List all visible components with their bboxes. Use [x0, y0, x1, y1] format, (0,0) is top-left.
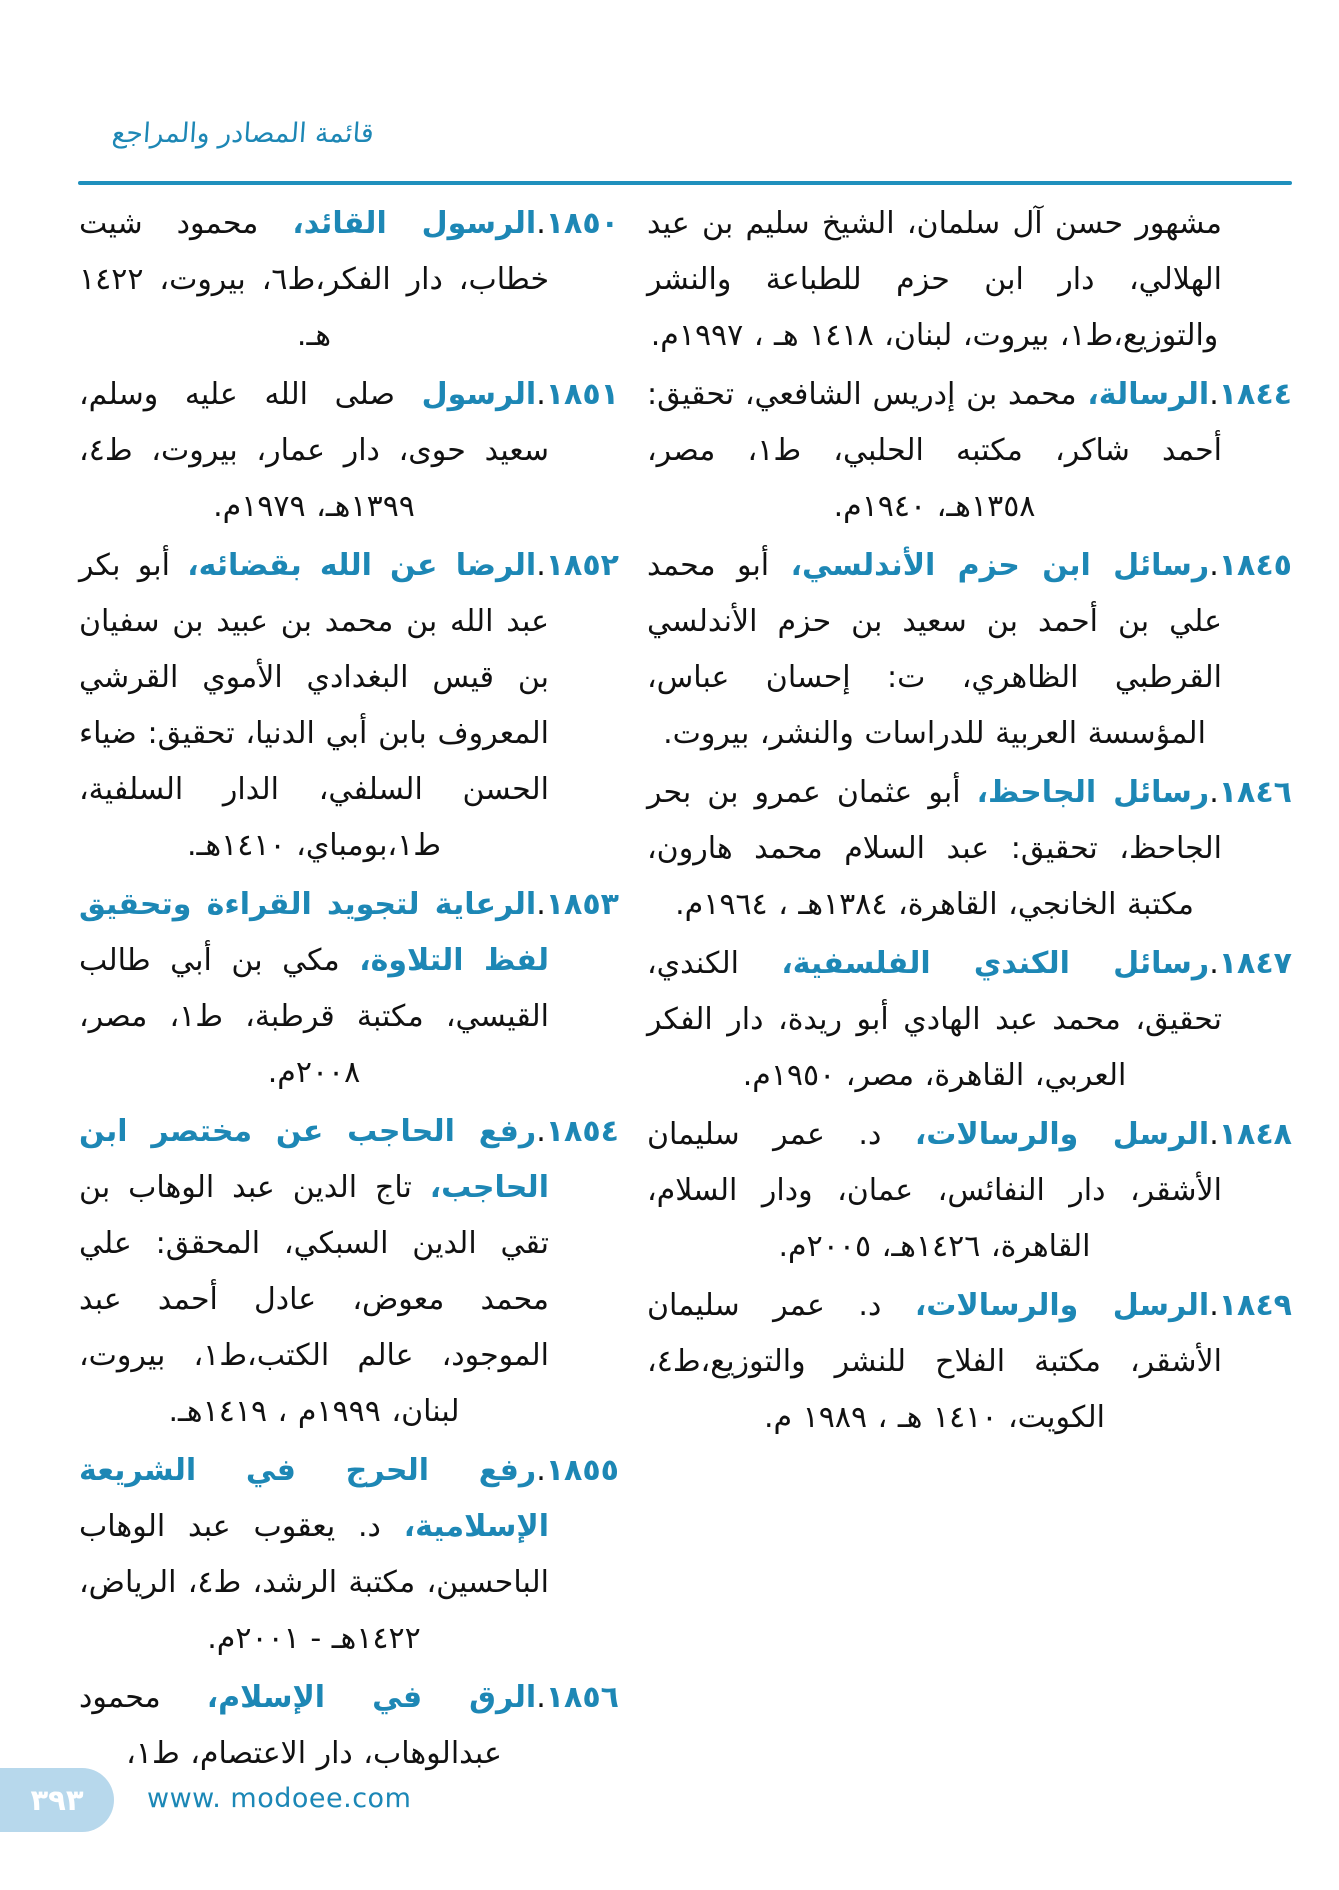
entry-text: محمد بن إدريس الشافعي، تحقيق: أحمد شاكر، مكتبه الحلبي، ط١، مصر، ١٣٥٨هـ، ١٩٤٠م.: [647, 377, 1222, 524]
header-rule: [78, 181, 1292, 185]
entry-number-dot: .: [1209, 1117, 1219, 1152]
entry-title: الرعاية لتجويد القراءة وتحقيق لفظ التلاوة،: [79, 887, 549, 978]
entry-title: رسائل الجاحظ،: [976, 775, 1210, 810]
entry-number: ١٨٤٧: [1218, 946, 1292, 981]
entry-text: مشهور حسن آل سلمان، الشيخ سليم بن عيد الهلالي، دار ابن حزم للطباعة والنشر والتوزيع،ط١، بيروت، لبنان، ١٤١٨ هـ ، ١٩٩٧م.: [647, 206, 1222, 353]
bibliography-entry: [647, 1107, 1292, 1275]
entry-number-dot: .: [536, 1114, 546, 1149]
entry-text: صلى الله عليه وسلم، سعيد حوى، دار عمار، بيروت، ط٤، ١٣٩٩هـ، ١٩٧٩م.: [79, 377, 549, 524]
column-right: [647, 196, 1292, 1449]
bibliography-entry: [647, 936, 1292, 1104]
page-number: ٣٩٣: [30, 1783, 84, 1817]
entry-text: د. يعقوب عبد الوهاب الباحسين، مكتبة الرشد، ط٤، الرياض، ١٤٢٢هـ - ٢٠٠١م.: [79, 1509, 549, 1656]
bibliography-entry: [79, 1443, 619, 1667]
entry-number: ١٨٤٦: [1218, 775, 1292, 810]
bibliography-columns: [79, 196, 1292, 1785]
bibliography-entry: [79, 1104, 619, 1440]
bibliography-entry: [79, 877, 619, 1101]
entry-title: الرسل والرسالات،: [914, 1117, 1210, 1152]
entry-number-dot: .: [1209, 1288, 1219, 1323]
bibliography-entry: [79, 538, 619, 874]
entry-number: ١٨٥٦: [545, 1680, 619, 1715]
bibliography-entry: [647, 367, 1292, 535]
entry-number-dot: .: [536, 887, 546, 922]
entry-number-dot: .: [536, 1453, 546, 1488]
entry-title: رفع الحرج في الشريعة الإسلامية،: [79, 1453, 549, 1544]
website-url: www. modoee.com: [147, 1783, 412, 1814]
bibliography-entry: [647, 765, 1292, 933]
entry-text: تاج الدين عبد الوهاب بن تقي الدين السبكي، المحقق: علي محمد معوض، عادل أحمد عبد الموجود، عالم الكتب،ط١، بيروت، لبنان، ١٩٩٩م ، ١٤١٩هـ.: [79, 1170, 549, 1429]
entry-number-dot: .: [536, 548, 546, 583]
entry-title: الرسول: [421, 377, 537, 412]
entry-number: ١٨٥٤: [545, 1114, 619, 1149]
entry-number-dot: .: [1209, 946, 1219, 981]
entry-title: الرسل والرسالات،: [914, 1288, 1210, 1323]
entry-number: ١٨٤٤: [1218, 377, 1292, 412]
entry-number-dot: .: [536, 1680, 546, 1715]
entry-title: رسائل ابن حزم الأندلسي،: [790, 548, 1210, 583]
entry-number: ١٨٥٢: [545, 548, 619, 583]
page-number-badge: [0, 1768, 114, 1832]
bibliography-entry: [647, 196, 1292, 364]
entry-number-dot: .: [1209, 377, 1219, 412]
entry-text: د. عمر سليمان الأشقر، مكتبة الفلاح للنشر والتوزيع،ط٤، الكويت، ١٤١٠ هـ ، ١٩٨٩ م.: [647, 1288, 1222, 1435]
entry-title: الرسالة،: [1087, 377, 1210, 412]
entry-number: ١٨٥١: [545, 377, 619, 412]
bibliography-entry: [647, 1278, 1292, 1446]
entry-number-dot: .: [536, 206, 546, 241]
entry-title: الرسول القائد،: [292, 206, 537, 241]
column-left: [79, 196, 619, 1785]
entry-text: أبو محمد علي بن أحمد بن سعيد بن حزم الأندلسي القرطبي الظاهري، ت: إحسان عباس، المؤسسة العربية للدراسات والنشر، بيروت.: [647, 548, 1222, 751]
entry-text: أبو عثمان عمرو بن بحر الجاحظ، تحقيق: عبد السلام محمد هارون، مكتبة الخانجي، القاهرة، ١٣٨٤هـ ، ١٩٦٤م.: [647, 775, 1222, 922]
entry-number: ١٨٥٥: [545, 1453, 619, 1488]
entry-text: د. عمر سليمان الأشقر، دار النفائس، عمان، ودار السلام، القاهرة، ١٤٢٦هـ، ٢٠٠٥م.: [647, 1117, 1222, 1264]
entry-number-dot: .: [536, 377, 546, 412]
entry-title: الرق في الإسلام،: [206, 1680, 537, 1715]
page-header-title: قائمة المصادر والمراجع: [110, 118, 375, 149]
bibliography-entry: [79, 196, 619, 364]
entry-text: أبو بكر عبد الله بن محمد بن عبيد بن سفيان بن قيس البغدادي الأموي القرشي المعروف بابن أبي الدنيا، تحقيق: ضياء الحسن السلفي، الدار السلفية، ط١،بومباي، ١٤١٠هـ.: [79, 548, 549, 863]
entry-text: الكندي، تحقيق، محمد عبد الهادي أبو ريدة، دار الفكر العربي، القاهرة، مصر، ١٩٥٠م.: [647, 946, 1222, 1093]
entry-number-dot: .: [1209, 548, 1219, 583]
entry-number: ١٨٤٩: [1218, 1288, 1292, 1323]
entry-number: ١٨٤٨: [1218, 1117, 1292, 1152]
entry-title: رفع الحاجب عن مختصر ابن الحاجب،: [79, 1114, 549, 1205]
entry-number: ١٨٤٥: [1218, 548, 1292, 583]
entry-text: محمود شيت خطاب، دار الفكر،ط٦، بيروت، ١٤٢٢ هـ.: [79, 206, 549, 353]
entry-title: رسائل الكندي الفلسفية،: [781, 946, 1210, 981]
bibliography-entry: [647, 538, 1292, 762]
entry-text: مكي بن أبي طالب القيسي، مكتبة قرطبة، ط١، مصر، ٢٠٠٨م.: [79, 943, 549, 1090]
entry-title: الرضا عن الله بقضائه،: [187, 548, 537, 583]
entry-number: ١٨٥٠: [545, 206, 619, 241]
entry-number: ١٨٥٣: [545, 887, 619, 922]
bibliography-entry: [79, 367, 619, 535]
entry-text: محمود عبدالوهاب، دار الاعتصام، ط١،: [79, 1680, 502, 1771]
entry-number-dot: .: [1209, 775, 1219, 810]
bibliography-entry: [79, 1670, 619, 1782]
